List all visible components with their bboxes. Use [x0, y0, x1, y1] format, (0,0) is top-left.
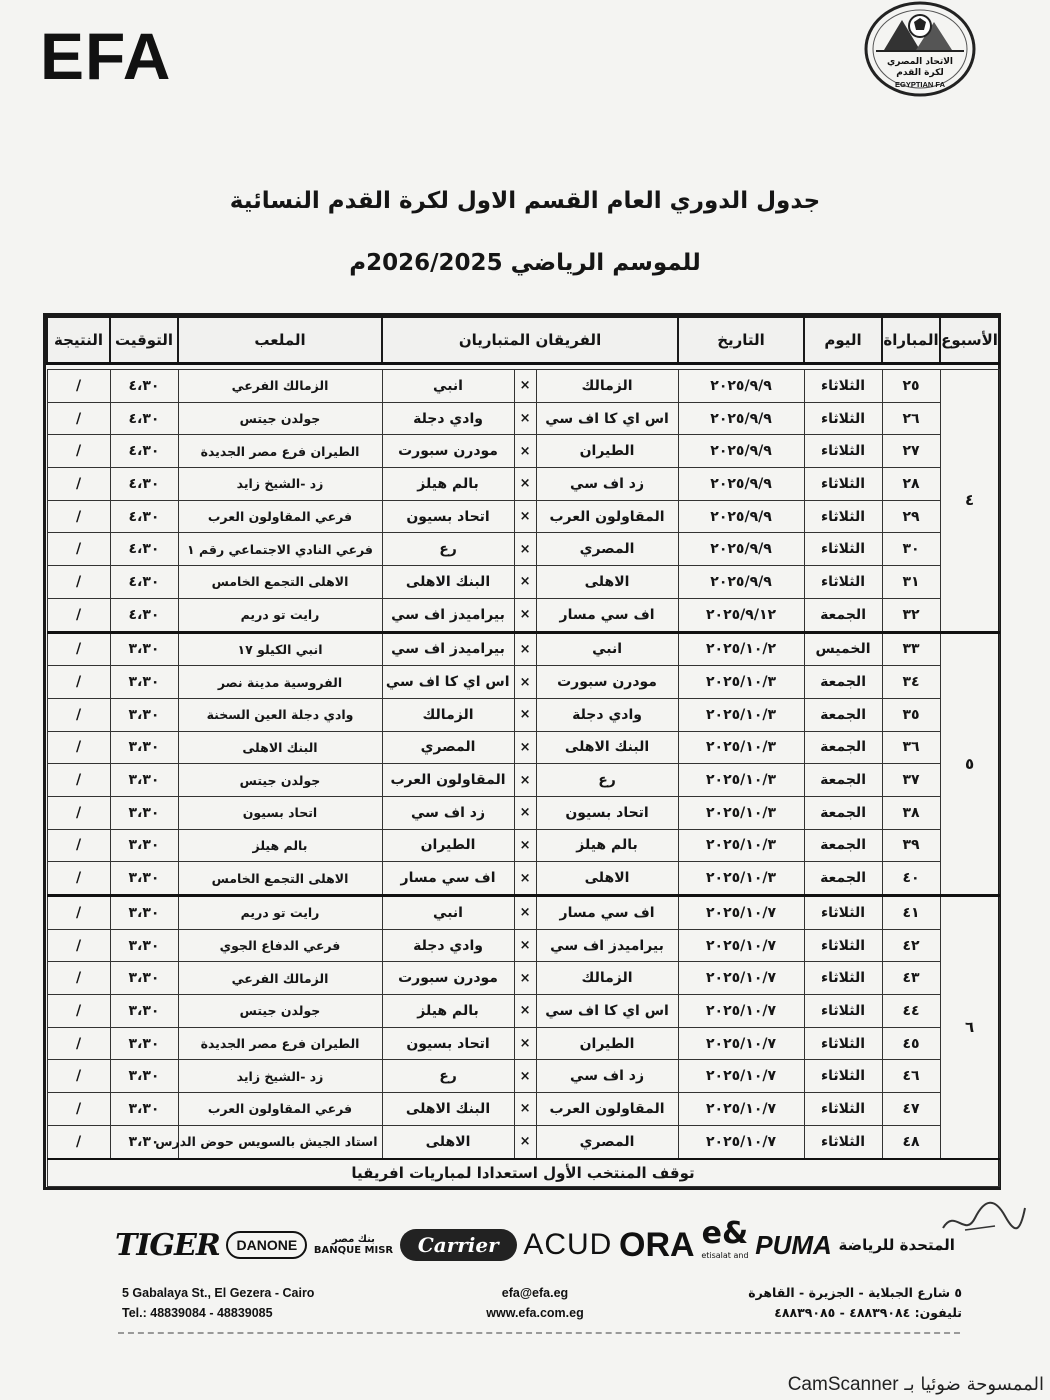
match-time: ٣،٣٠	[110, 1060, 178, 1093]
away-team: بالم هيلز	[382, 468, 514, 501]
home-team: انبي	[536, 632, 678, 666]
match-result: /	[47, 402, 110, 435]
away-team: اس اي كا اف سي	[382, 666, 514, 699]
match-number: ٣٨	[882, 796, 940, 829]
home-team: بالم هيلز	[536, 829, 678, 862]
away-team: مودرن سبورت	[382, 435, 514, 468]
footer-contact-ar	[748, 1283, 962, 1323]
match-result: /	[47, 962, 110, 995]
away-team: زد اف سي	[382, 796, 514, 829]
match-number: ٣٧	[882, 764, 940, 797]
match-venue: الاهلى التجمع الخامس	[178, 566, 382, 599]
match-number: ٤٨	[882, 1125, 940, 1158]
match-day: الجمعة	[804, 796, 882, 829]
away-team: البنك الاهلى	[382, 1093, 514, 1126]
home-team: اس اي كا اف سي	[536, 995, 678, 1028]
match-time: ٣،٣٠	[110, 929, 178, 962]
vs-symbol: ×	[514, 370, 536, 403]
match-date: ٢٠٢٥/٩/٩	[678, 468, 804, 501]
sponsor-mutahida-logo: المتحدة للرياضة	[838, 1236, 955, 1254]
match-time: ٣،٣٠	[110, 829, 178, 862]
table-row	[47, 533, 999, 566]
match-venue: الطيران فرع مصر الجديدة	[178, 435, 382, 468]
camscanner-en: CamScanner	[787, 1374, 899, 1395]
match-result: /	[47, 731, 110, 764]
match-time: ٤،٣٠	[110, 370, 178, 403]
match-number: ٣٦	[882, 731, 940, 764]
match-date: ٢٠٢٥/١٠/٧	[678, 995, 804, 1028]
vs-symbol: ×	[514, 929, 536, 962]
match-number: ٤١	[882, 896, 940, 930]
match-venue: الزمالك الفرعي	[178, 370, 382, 403]
match-day: الثلاثاء	[804, 468, 882, 501]
match-day: الثلاثاء	[804, 995, 882, 1028]
match-time: ٣،٣٠	[110, 698, 178, 731]
match-result: /	[47, 1027, 110, 1060]
header-week: الأسبوع	[940, 317, 999, 364]
match-time: ٤،٣٠	[110, 533, 178, 566]
match-day: الجمعة	[804, 862, 882, 896]
signature-icon	[935, 1188, 1030, 1248]
away-team: وادي دجلة	[382, 929, 514, 962]
home-team: البنك الاهلى	[536, 731, 678, 764]
match-day: الجمعة	[804, 764, 882, 797]
away-team: انبي	[382, 370, 514, 403]
match-result: /	[47, 598, 110, 632]
match-day: الثلاثاء	[804, 1060, 882, 1093]
match-day: الثلاثاء	[804, 962, 882, 995]
match-time: ٤،٣٠	[110, 500, 178, 533]
match-date: ٢٠٢٥/٩/٩	[678, 566, 804, 599]
match-result: /	[47, 533, 110, 566]
match-date: ٢٠٢٥/١٠/٧	[678, 896, 804, 930]
match-venue: جولدن جيتس	[178, 995, 382, 1028]
match-day: الثلاثاء	[804, 370, 882, 403]
match-venue: زد -الشيخ زايد	[178, 1060, 382, 1093]
banque-en: BANQUE MISR	[313, 1245, 394, 1256]
footer-contact-web	[445, 1283, 625, 1323]
address-en: 5 Gabalaya St., El Gezera - Cairo	[122, 1286, 315, 1300]
match-day: الثلاثاء	[804, 566, 882, 599]
away-team: المقاولون العرب	[382, 764, 514, 797]
vs-symbol: ×	[514, 500, 536, 533]
address-ar: ٥ شارع الجبلاية - الجزيرة - القاهرة	[748, 1285, 962, 1300]
match-date: ٢٠٢٥/٩/٩	[678, 402, 804, 435]
etisalat-mark: e&	[701, 1216, 749, 1251]
table-row	[47, 1125, 999, 1158]
match-number: ٢٩	[882, 500, 940, 533]
match-number: ٣٣	[882, 632, 940, 666]
match-time: ٣،٣٠	[110, 731, 178, 764]
header-match: المباراة	[882, 317, 940, 364]
table-row	[47, 402, 999, 435]
match-day: الثلاثاء	[804, 500, 882, 533]
efa-logo: EFA	[40, 19, 172, 93]
match-result: /	[47, 566, 110, 599]
match-result: /	[47, 896, 110, 930]
table-row	[47, 370, 999, 403]
match-number: ٢٧	[882, 435, 940, 468]
table-row	[47, 896, 999, 930]
header-venue: الملعب	[178, 317, 382, 364]
match-venue: انبي الكيلو ١٧	[178, 632, 382, 666]
sponsor-etisalat-logo	[701, 1216, 749, 1267]
header-time: التوقيت	[110, 317, 178, 364]
match-number: ٣٤	[882, 666, 940, 699]
vs-symbol: ×	[514, 566, 536, 599]
table-row	[47, 796, 999, 829]
footer-contact-en	[122, 1283, 314, 1323]
home-team: الزمالك	[536, 962, 678, 995]
table-row	[47, 666, 999, 699]
match-result: /	[47, 698, 110, 731]
home-team: الطيران	[536, 1027, 678, 1060]
match-venue: فرعي الدفاع الجوي	[178, 929, 382, 962]
away-team: انبي	[382, 896, 514, 930]
match-number: ٣١	[882, 566, 940, 599]
sponsor-puma-logo: PUMA	[755, 1229, 832, 1260]
match-result: /	[47, 829, 110, 862]
match-number: ٤٦	[882, 1060, 940, 1093]
match-date: ٢٠٢٥/٩/١٢	[678, 598, 804, 632]
match-venue: رايت تو دريم	[178, 598, 382, 632]
table-row	[47, 962, 999, 995]
match-time: ٣،٣٠	[110, 1027, 178, 1060]
table-row	[47, 1027, 999, 1060]
table-row	[47, 632, 999, 666]
match-date: ٢٠٢٥/١٠/٣	[678, 829, 804, 862]
match-result: /	[47, 632, 110, 666]
match-date: ٢٠٢٥/١٠/٧	[678, 1093, 804, 1126]
table-row	[47, 435, 999, 468]
match-result: /	[47, 435, 110, 468]
match-date: ٢٠٢٥/١٠/٣	[678, 731, 804, 764]
match-venue: جولدن جيتس	[178, 402, 382, 435]
home-team: الطيران	[536, 435, 678, 468]
etisalat-sub: etisalat and	[701, 1251, 749, 1260]
match-day: الجمعة	[804, 731, 882, 764]
table-row	[47, 764, 999, 797]
match-number: ٣٢	[882, 598, 940, 632]
match-date: ٢٠٢٥/١٠/٣	[678, 796, 804, 829]
match-time: ٣،٣٠	[110, 796, 178, 829]
vs-symbol: ×	[514, 666, 536, 699]
match-day: الثلاثاء	[804, 1125, 882, 1158]
match-venue: اتحاد بسيون	[178, 796, 382, 829]
vs-symbol: ×	[514, 962, 536, 995]
vs-symbol: ×	[514, 698, 536, 731]
match-number: ٢٦	[882, 402, 940, 435]
home-team: الزمالك	[536, 370, 678, 403]
sponsor-acud-logo: ACUD	[523, 1228, 613, 1261]
match-date: ٢٠٢٥/١٠/٧	[678, 929, 804, 962]
away-team: اف سي مسار	[382, 862, 514, 896]
email-link[interactable]: efa@efa.eg	[501, 1286, 569, 1300]
table-row	[47, 566, 999, 599]
match-venue: الفروسية مدينة نصر	[178, 666, 382, 699]
table-row	[47, 468, 999, 501]
match-date: ٢٠٢٥/١٠/٣	[678, 862, 804, 896]
vs-symbol: ×	[514, 1060, 536, 1093]
vs-symbol: ×	[514, 1027, 536, 1060]
sponsor-banque-misr-logo	[314, 1234, 393, 1256]
home-team: اف سي مسار	[536, 896, 678, 930]
home-team: المقاولون العرب	[536, 500, 678, 533]
match-time: ٤،٣٠	[110, 566, 178, 599]
schedule-table	[43, 313, 1001, 1190]
home-team: بيراميدز اف سي	[536, 929, 678, 962]
crest-text-ar-1: الاتحاد المصري	[887, 57, 953, 67]
vs-symbol: ×	[514, 1125, 536, 1158]
match-time: ٣،٣٠	[110, 1125, 178, 1158]
away-team: رع	[382, 533, 514, 566]
match-result: /	[47, 995, 110, 1028]
schedule-body	[47, 370, 999, 1159]
sponsor-ora-logo: ORA	[619, 1225, 695, 1264]
match-venue: فرعي المقاولون العرب	[178, 500, 382, 533]
match-number: ٤٤	[882, 995, 940, 1028]
match-date: ٢٠٢٥/٩/٩	[678, 500, 804, 533]
camscanner-watermark	[788, 1374, 1044, 1396]
week-number: ٦	[940, 896, 999, 1159]
tel-en: Tel.: 48839084 - 48839085	[122, 1306, 273, 1320]
vs-symbol: ×	[514, 995, 536, 1028]
match-day: الثلاثاء	[804, 1093, 882, 1126]
home-team: زد اف سي	[536, 468, 678, 501]
away-team: اتحاد بسيون	[382, 1027, 514, 1060]
match-venue: فرعي المقاولون العرب	[178, 1093, 382, 1126]
match-time: ٣،٣٠	[110, 896, 178, 930]
away-team: المصري	[382, 731, 514, 764]
home-team: اس اي كا اف سي	[536, 402, 678, 435]
match-date: ٢٠٢٥/١٠/٢	[678, 632, 804, 666]
match-day: الجمعة	[804, 698, 882, 731]
week-number: ٤	[940, 370, 999, 633]
match-number: ٣٩	[882, 829, 940, 862]
match-venue: الاهلى التجمع الخامس	[178, 862, 382, 896]
away-team: وادي دجلة	[382, 402, 514, 435]
home-team: وادي دجلة	[536, 698, 678, 731]
table-row	[47, 698, 999, 731]
website-link[interactable]: www.efa.com.eg	[486, 1306, 584, 1320]
match-date: ٢٠٢٥/١٠/٣	[678, 764, 804, 797]
match-date: ٢٠٢٥/٩/٩	[678, 533, 804, 566]
sponsor-danone-logo: DANONE	[226, 1231, 307, 1259]
match-day: الثلاثاء	[804, 896, 882, 930]
match-date: ٢٠٢٥/١٠/٧	[678, 1060, 804, 1093]
away-team: اتحاد بسيون	[382, 500, 514, 533]
match-result: /	[47, 1125, 110, 1158]
season-subtitle: للموسم الرياضي 2026/2025م	[349, 250, 701, 276]
vs-symbol: ×	[514, 1093, 536, 1126]
match-time: ٣،٣٠	[110, 1093, 178, 1126]
match-number: ٤٥	[882, 1027, 940, 1060]
table-row	[47, 829, 999, 862]
match-venue: الزمالك الفرعي	[178, 962, 382, 995]
match-day: الثلاثاء	[804, 402, 882, 435]
match-number: ٢٨	[882, 468, 940, 501]
match-number: ٢٥	[882, 370, 940, 403]
home-team: مودرن سبورت	[536, 666, 678, 699]
header-day: اليوم	[804, 317, 882, 364]
match-date: ٢٠٢٥/١٠/٣	[678, 698, 804, 731]
match-result: /	[47, 1060, 110, 1093]
match-date: ٢٠٢٥/١٠/٧	[678, 1027, 804, 1060]
away-team: رع	[382, 1060, 514, 1093]
vs-symbol: ×	[514, 731, 536, 764]
match-venue: زد -الشيخ زايد	[178, 468, 382, 501]
match-time: ٣،٣٠	[110, 666, 178, 699]
match-day: الخميس	[804, 632, 882, 666]
match-result: /	[47, 764, 110, 797]
match-venue: جولدن جيتس	[178, 764, 382, 797]
home-team: الاهلى	[536, 862, 678, 896]
vs-symbol: ×	[514, 468, 536, 501]
vs-symbol: ×	[514, 402, 536, 435]
match-result: /	[47, 929, 110, 962]
match-day: الثلاثاء	[804, 1027, 882, 1060]
table-row	[47, 500, 999, 533]
match-day: الجمعة	[804, 598, 882, 632]
vs-symbol: ×	[514, 533, 536, 566]
match-time: ٣،٣٠	[110, 764, 178, 797]
match-result: /	[47, 862, 110, 896]
table-row	[47, 995, 999, 1028]
tel-ar: تليفون: ٤٨٨٣٩٠٨٤ - ٤٨٨٣٩٠٨٥	[774, 1305, 962, 1320]
match-result: /	[47, 500, 110, 533]
match-number: ٤٠	[882, 862, 940, 896]
match-venue: الطيران فرع مصر الجديدة	[178, 1027, 382, 1060]
header-teams: الفريقان المتباريان	[382, 317, 678, 364]
sponsors-bar	[115, 1216, 955, 1270]
vs-symbol: ×	[514, 862, 536, 896]
match-time: ٤،٣٠	[110, 468, 178, 501]
match-time: ٣،٣٠	[110, 995, 178, 1028]
match-venue: رايت تو دريم	[178, 896, 382, 930]
sponsor-tiger-logo: TIGER	[115, 1227, 220, 1263]
crest-text-en: EGYPTIAN FA	[894, 80, 946, 89]
home-team: زد اف سي	[536, 1060, 678, 1093]
match-day: الجمعة	[804, 829, 882, 862]
vs-symbol: ×	[514, 435, 536, 468]
match-venue: البنك الاهلى	[178, 731, 382, 764]
away-team: مودرن سبورت	[382, 962, 514, 995]
vs-symbol: ×	[514, 598, 536, 632]
away-team: بالم هيلز	[382, 995, 514, 1028]
match-date: ٢٠٢٥/١٠/٧	[678, 962, 804, 995]
table-row	[47, 862, 999, 896]
match-time: ٤،٣٠	[110, 598, 178, 632]
home-team: اتحاد بسيون	[536, 796, 678, 829]
match-day: الثلاثاء	[804, 533, 882, 566]
crest-text-ar-2: لكرة القدم	[896, 68, 944, 78]
away-team: البنك الاهلى	[382, 566, 514, 599]
vs-symbol: ×	[514, 796, 536, 829]
away-team: بيراميدز اف سي	[382, 632, 514, 666]
vs-symbol: ×	[514, 829, 536, 862]
footer-divider	[118, 1332, 960, 1334]
match-venue: بالم هيلز	[178, 829, 382, 862]
match-venue: استاد الجيش بالسويس حوض الدرس	[178, 1125, 382, 1158]
home-team: الاهلى	[536, 566, 678, 599]
match-result: /	[47, 666, 110, 699]
table-row	[47, 1093, 999, 1126]
table-row	[47, 929, 999, 962]
banque-ar: بنك مصر	[332, 1234, 375, 1245]
week-number: ٥	[940, 632, 999, 896]
match-date: ٢٠٢٥/٩/٩	[678, 370, 804, 403]
match-result: /	[47, 468, 110, 501]
match-time: ٣،٣٠	[110, 632, 178, 666]
sponsor-carrier-logo: Carrier	[400, 1229, 517, 1261]
match-day: الثلاثاء	[804, 929, 882, 962]
table-row	[47, 731, 999, 764]
table-row	[47, 1060, 999, 1093]
match-number: ٣٥	[882, 698, 940, 731]
away-team: الزمالك	[382, 698, 514, 731]
match-number: ٤٧	[882, 1093, 940, 1126]
match-date: ٢٠٢٥/١٠/٧	[678, 1125, 804, 1158]
table-header-row	[47, 317, 999, 364]
match-date: ٢٠٢٥/٩/٩	[678, 435, 804, 468]
schedule-note: توقف المنتخب الأول استعدادا لمباريات افريقيا	[47, 1159, 999, 1187]
page-title: جدول الدوري العام القسم الاول لكرة القدم النسائية	[229, 188, 821, 214]
vs-symbol: ×	[514, 764, 536, 797]
away-team: بيراميدز اف سي	[382, 598, 514, 632]
match-number: ٣٠	[882, 533, 940, 566]
match-result: /	[47, 796, 110, 829]
match-time: ٤،٣٠	[110, 435, 178, 468]
match-venue: وادي دجلة العين السخنة	[178, 698, 382, 731]
away-team: الطيران	[382, 829, 514, 862]
egyptian-fa-crest-icon	[862, 0, 978, 98]
match-venue: فرعي النادي الاجتماعي رقم ١	[178, 533, 382, 566]
match-number: ٤٢	[882, 929, 940, 962]
home-team: رع	[536, 764, 678, 797]
header-result: النتيجة	[47, 317, 110, 364]
home-team: اف سي مسار	[536, 598, 678, 632]
match-result: /	[47, 370, 110, 403]
header-date: التاريخ	[678, 317, 804, 364]
home-team: المقاولون العرب	[536, 1093, 678, 1126]
match-time: ٣،٣٠	[110, 862, 178, 896]
match-result: /	[47, 1093, 110, 1126]
vs-symbol: ×	[514, 632, 536, 666]
match-day: الثلاثاء	[804, 435, 882, 468]
match-date: ٢٠٢٥/١٠/٣	[678, 666, 804, 699]
table-row	[47, 598, 999, 632]
home-team: المصري	[536, 1125, 678, 1158]
match-time: ٣،٣٠	[110, 962, 178, 995]
away-team: الاهلى	[382, 1125, 514, 1158]
home-team: المصري	[536, 533, 678, 566]
match-number: ٤٣	[882, 962, 940, 995]
match-day: الجمعة	[804, 666, 882, 699]
camscanner-ar: الممسوحة ضوئيا بـ	[904, 1374, 1044, 1395]
match-time: ٤،٣٠	[110, 402, 178, 435]
vs-symbol: ×	[514, 896, 536, 930]
